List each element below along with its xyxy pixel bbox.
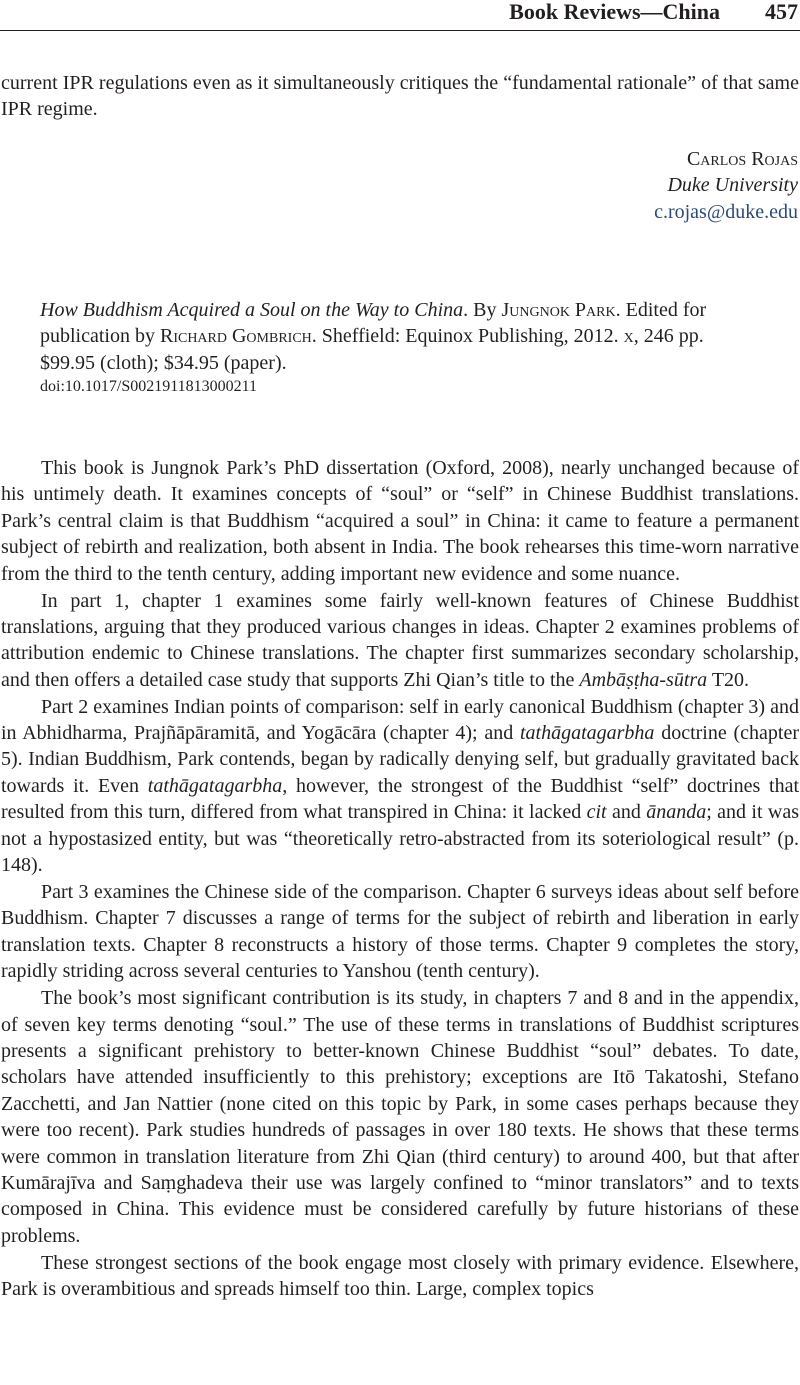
reviewer-name: Carlos Rojas <box>686 148 798 170</box>
paragraph-5: The book’s most significant contribution is its study, in chapters 7 and 8 and in the appendix, of seven key terms denoting “soul.” The use of these terms in translations of Buddhist scriptures presents a significant prehistory to better-known Chinese Buddhist “soul” debates. To date, scholars have attended insufficiently to this prehistory; exceptions are Itō Takatoshi, Stefano Zacchetti, and Jan Nattier (none cited on this topic by Park, in some cases perhaps because they were too recent). Park studies hundreds of passages in over 180 texts. He shows that these terms were common in translation literature from Zhi Qian (third century) to around 400, but that after Kumārajīva and Saṃghadeva their use was largely confined to “minor translators” and to texts composed in China. This evidence must be considered carefully by future historians of these problems. <box>1 987 799 1247</box>
citation-edited: . Edited for publication by <box>40 299 707 348</box>
paragraph-2: In part 1, chapter 1 examines some fairly well-known features of Chinese Buddhist translations, arguing that they produced various changes in ideas. Chapter 2 examines problems of attribution endemic to Chinese translations. The chapter first summarizes secondary scholarship, and then offers a detailed case study that supports Zhi Qian’s title to the Ambāṣṭha-sūtra T20. <box>1 589 799 691</box>
book-editor: Richard Gombrich <box>159 325 312 348</box>
page-number: 457 <box>765 0 798 24</box>
reviewer-affiliation: Duke University <box>667 174 798 197</box>
running-title: Book Reviews—China <box>509 0 720 24</box>
book-title: How Buddhism Acquired a Soul on the Way to China <box>40 299 464 321</box>
paragraph-3: Part 2 examines Indian points of comparison: self in early canonical Buddhism (chapter 3) and in Abhidharma, Prajñāpāramitā, and Yogācāra (chapter 4); and tathāgatagarbha doctrine (chapter 5). Indian Buddhism, Park contends, began by radically denying self, but gradually gravitated back towards it. Even tathāgatagarbha, however, the strongest of the Buddhist “self” doctrines that resulted from this turn, differed from what transpired in China: it lacked cit and ānanda; and it was not a hypostasized entity, but was “theoretically retro-abstracted from its soteriological result” (p. 148). <box>1 695 800 877</box>
book-author: Jungnok Park <box>501 299 616 321</box>
paragraph-4: Part 3 examines the Chinese side of the comparison. Chapter 6 surveys ideas about self before Buddhism. Chapter 7 discusses a range of terms for the subject of rebirth and liberation in early translation texts. Chapter 8 reconstructs a history of those terms. Chapter 9 completes the story, rapidly striding across several centuries to Yanshou (tenth century). <box>1 881 799 983</box>
citation-publisher: . Sheffield: Equinox Publishing, 2012. <box>311 325 624 348</box>
paragraph-6: These strongest sections of the book engage most closely with primary evidence. Elsewhere, Park is overambitious and spreads himself too thin. Large, complex topics <box>1 1251 799 1301</box>
reviewer-signature <box>398 146 798 225</box>
paragraph-1: This book is Jungnok Park’s PhD dissertation (Oxford, 2008), nearly unchanged because of his untimely death. It examines concepts of “soul” or “self” in Chinese Buddhist translations. Park’s central claim is that Buddhism “acquired a soul” in China: it came to feature a permanent subject of rebirth and realization, both absent in India. The book rehearses this time-worn narrative from the third to the tenth century, adding important new evidence and some nuance. <box>1 457 799 585</box>
doi-link[interactable]: doi:10.1017/S0021911813000211 <box>40 378 258 395</box>
continued-paragraph: current IPR regulations even as it simultaneously critiques the “fundamental rationale” of that same IPR regime. <box>1 72 799 121</box>
book-citation <box>40 297 758 376</box>
citation-front-pages: x <box>623 325 634 348</box>
running-header <box>0 0 800 31</box>
review-body <box>1 455 799 1303</box>
reviewer-email-link[interactable]: c.rojas@duke.edu <box>654 200 798 223</box>
citation-details: , 246 pp. $99.95 (cloth); $34.95 (paper). <box>40 325 704 374</box>
citation-by: . By <box>463 299 502 321</box>
